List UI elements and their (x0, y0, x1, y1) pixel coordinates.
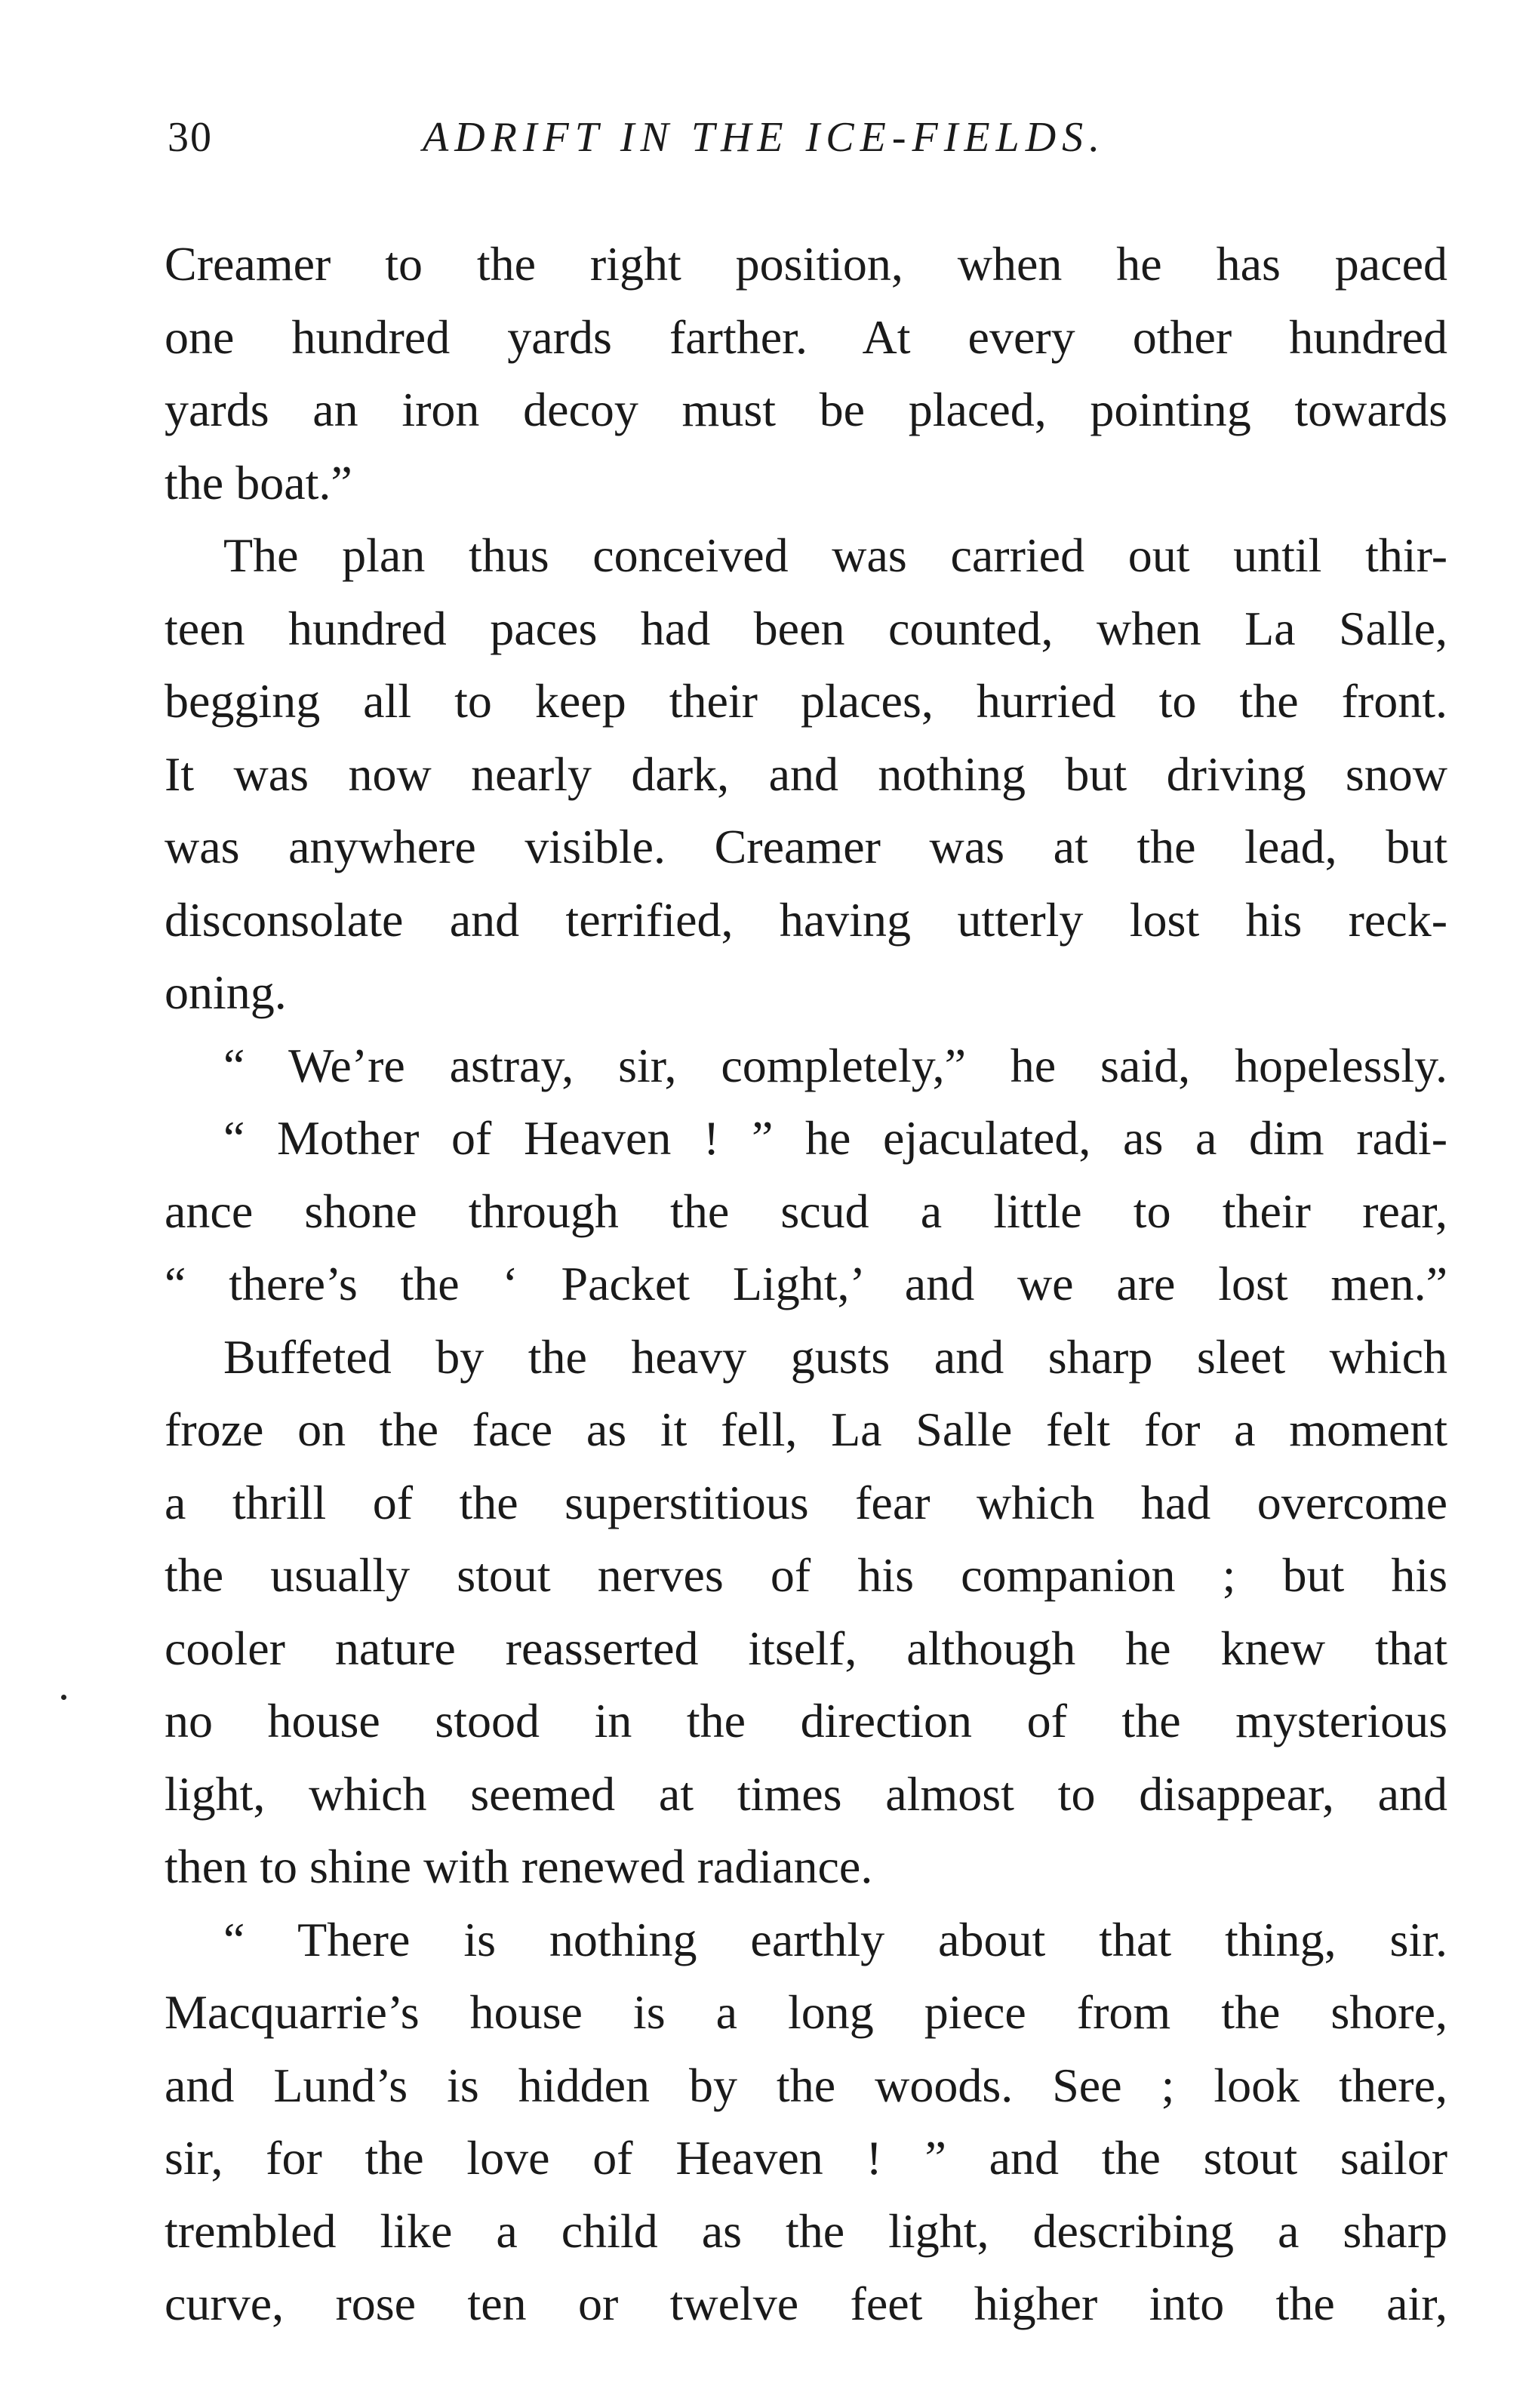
body-text (165, 228, 1447, 2341)
text-line: cooler nature reasserted itself, although he knew that (165, 1621, 1447, 1675)
text-line: Buffeted by the heavy gusts and sharp sleet which (223, 1329, 1447, 1384)
text-line: sir, for the love of Heaven ! ” and the stout sailor (165, 2131, 1447, 2185)
page-number: 30 (168, 114, 213, 161)
running-title: ADRIFT IN THE ICE-FIELDS. (423, 114, 1106, 161)
text-line: yards an iron decoy must be placed, pointing towards (165, 383, 1447, 436)
text-line: the boat.” (165, 455, 352, 510)
text-line: ance shone through the scud a little to their rear, (165, 1184, 1447, 1238)
text-line: a thrill of the superstitious fear which had overcome (165, 1475, 1447, 1529)
text-line: “ there’s the ‘ Packet Light,’ and we are lost men.” (165, 1257, 1447, 1310)
text-line: light, which seemed at times almost to disappear, and (165, 1766, 1447, 1821)
text-line: trembled like a child as the light, describing a sharp (165, 2203, 1447, 2258)
text-line: the usually stout nerves of his companion ; but his (165, 1548, 1447, 1602)
text-line: froze on the face as it fell, La Salle felt for a moment (165, 1403, 1447, 1456)
text-line: “ We’re astray, sir, completely,” he said, hopelessly. (223, 1038, 1447, 1092)
text-line: “ Mother of Heaven ! ” he ejaculated, as a dim radi- (223, 1111, 1447, 1165)
text-line: The plan thus conceived was carried out until thir- (223, 528, 1447, 582)
text-line: was anywhere visible. Creamer was at the lead, but (165, 820, 1447, 873)
text-line: disconsolate and terrified, having utterly lost his reck- (165, 892, 1447, 947)
text-line: “ There is nothing earthly about that thing, sir. (223, 1912, 1447, 1966)
text-line: and Lund’s is hidden by the woods. See ; look there, (165, 2058, 1447, 2112)
text-line: teen hundred paces had been counted, when La Salle, (165, 601, 1447, 655)
text-line: no house stood in the direction of the mysterious (165, 1694, 1447, 1747)
text-line: curve, rose ten or twelve feet higher into the air, (165, 2277, 1447, 2330)
page-header (166, 113, 1449, 174)
text-line: begging all to keep their places, hurried to the front. (165, 674, 1447, 728)
text-line: It was now nearly dark, and nothing but driving snow (165, 747, 1447, 801)
text-line: Macquarrie’s house is a long piece from the shore, (165, 1985, 1447, 2039)
stray-ink-mark (61, 1695, 66, 1700)
text-line: one hundred yards farther. At every other hundred (165, 309, 1447, 364)
text-line: then to shine with renewed radiance. (165, 1840, 873, 1893)
text-line: oning. (165, 965, 287, 1019)
text-line: Creamer to the right position, when he has paced (165, 237, 1447, 291)
